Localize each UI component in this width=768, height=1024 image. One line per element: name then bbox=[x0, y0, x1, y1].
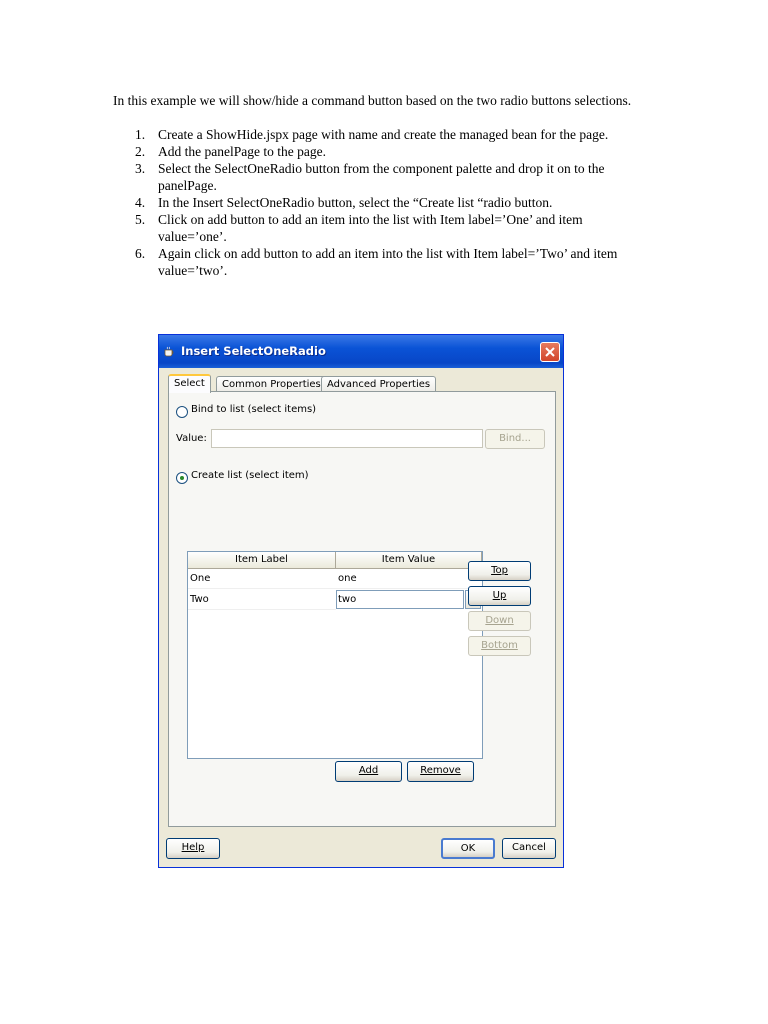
bottom-button-label: Bottom bbox=[481, 640, 518, 651]
coffee-cup-icon bbox=[163, 346, 175, 357]
step-number: 6. bbox=[135, 246, 146, 261]
document-body bbox=[113, 92, 643, 279]
close-icon bbox=[545, 347, 555, 357]
dialog-title: Insert SelectOneRadio bbox=[181, 344, 326, 358]
top-button-label: Top bbox=[491, 565, 508, 576]
step-number: 3. bbox=[135, 161, 146, 176]
step-number: 4. bbox=[135, 195, 146, 210]
create-list-label: Create list (select item) bbox=[191, 470, 309, 481]
cancel-button[interactable]: Cancel bbox=[502, 838, 556, 859]
step-number: 1. bbox=[135, 127, 146, 142]
tab-common-properties[interactable] bbox=[216, 376, 327, 392]
add-button-label: Add bbox=[358, 765, 379, 776]
list-item bbox=[113, 211, 643, 245]
title-bar[interactable] bbox=[159, 335, 563, 368]
value-label: Value: bbox=[176, 433, 207, 444]
bind-to-list-label: Bind to list (select items) bbox=[191, 404, 317, 415]
create-list-radio[interactable] bbox=[176, 472, 188, 484]
insert-selectoneradio-dialog bbox=[158, 334, 564, 868]
table-row-one-value[interactable]: one bbox=[336, 569, 482, 589]
select-tab-panel bbox=[168, 391, 556, 827]
step-number: 5. bbox=[135, 212, 146, 227]
remove-button-label: Remove bbox=[420, 765, 461, 776]
intro-paragraph: In this example we will show/hide a command button based on the two radio buttons selections. bbox=[113, 93, 632, 108]
up-button-label: Up bbox=[492, 590, 507, 601]
bind-to-list-radio[interactable] bbox=[176, 406, 188, 418]
items-table bbox=[187, 551, 483, 759]
table-row-one-label[interactable]: One bbox=[188, 569, 336, 589]
column-header-item-value[interactable]: Item Value bbox=[336, 552, 482, 569]
tab-label: Common Properties bbox=[222, 379, 321, 390]
list-item bbox=[113, 194, 643, 211]
list-item bbox=[113, 245, 643, 279]
help-button[interactable] bbox=[166, 838, 220, 859]
step-text: Select the SelectOneRadio button from the component palette and drop it on to the panelPage. bbox=[158, 161, 605, 193]
steps-list bbox=[113, 126, 643, 279]
list-item bbox=[113, 160, 643, 194]
tab-label: Advanced Properties bbox=[327, 379, 431, 390]
step-text: Create a ShowHide.jspx page with name and create the managed bean for the page. bbox=[158, 127, 609, 142]
table-row-two-label[interactable]: Two bbox=[188, 590, 336, 610]
value-input[interactable] bbox=[211, 429, 483, 448]
top-button[interactable] bbox=[468, 561, 531, 581]
list-item bbox=[113, 143, 643, 160]
step-text: In the Insert SelectOneRadio button, select the “Create list “radio button. bbox=[158, 195, 553, 210]
column-header-item-label[interactable]: Item Label bbox=[188, 552, 336, 569]
help-button-label: Help bbox=[181, 842, 205, 853]
list-item bbox=[113, 126, 643, 143]
up-button[interactable] bbox=[468, 586, 531, 606]
step-number: 2. bbox=[135, 144, 146, 159]
add-button[interactable] bbox=[335, 761, 402, 782]
bottom-button[interactable] bbox=[468, 636, 531, 656]
down-button-label: Down bbox=[485, 615, 514, 626]
step-text: Click on add button to add an item into the list with Item label=’One’ and item value=’one’. bbox=[158, 212, 583, 244]
step-text: Add the panelPage to the page. bbox=[158, 144, 326, 159]
bind-button[interactable]: Bind... bbox=[485, 429, 545, 449]
tab-label: Select bbox=[174, 378, 205, 389]
tab-select[interactable] bbox=[168, 374, 211, 393]
down-button[interactable] bbox=[468, 611, 531, 631]
ok-button[interactable]: OK bbox=[441, 838, 495, 859]
item-value-edit-field[interactable]: two bbox=[336, 590, 464, 609]
close-button[interactable] bbox=[540, 342, 560, 362]
step-text: Again click on add button to add an item into the list with Item label=’Two’ and item value=’two’. bbox=[158, 246, 618, 278]
remove-button[interactable] bbox=[407, 761, 474, 782]
tab-advanced-properties[interactable] bbox=[321, 376, 436, 392]
